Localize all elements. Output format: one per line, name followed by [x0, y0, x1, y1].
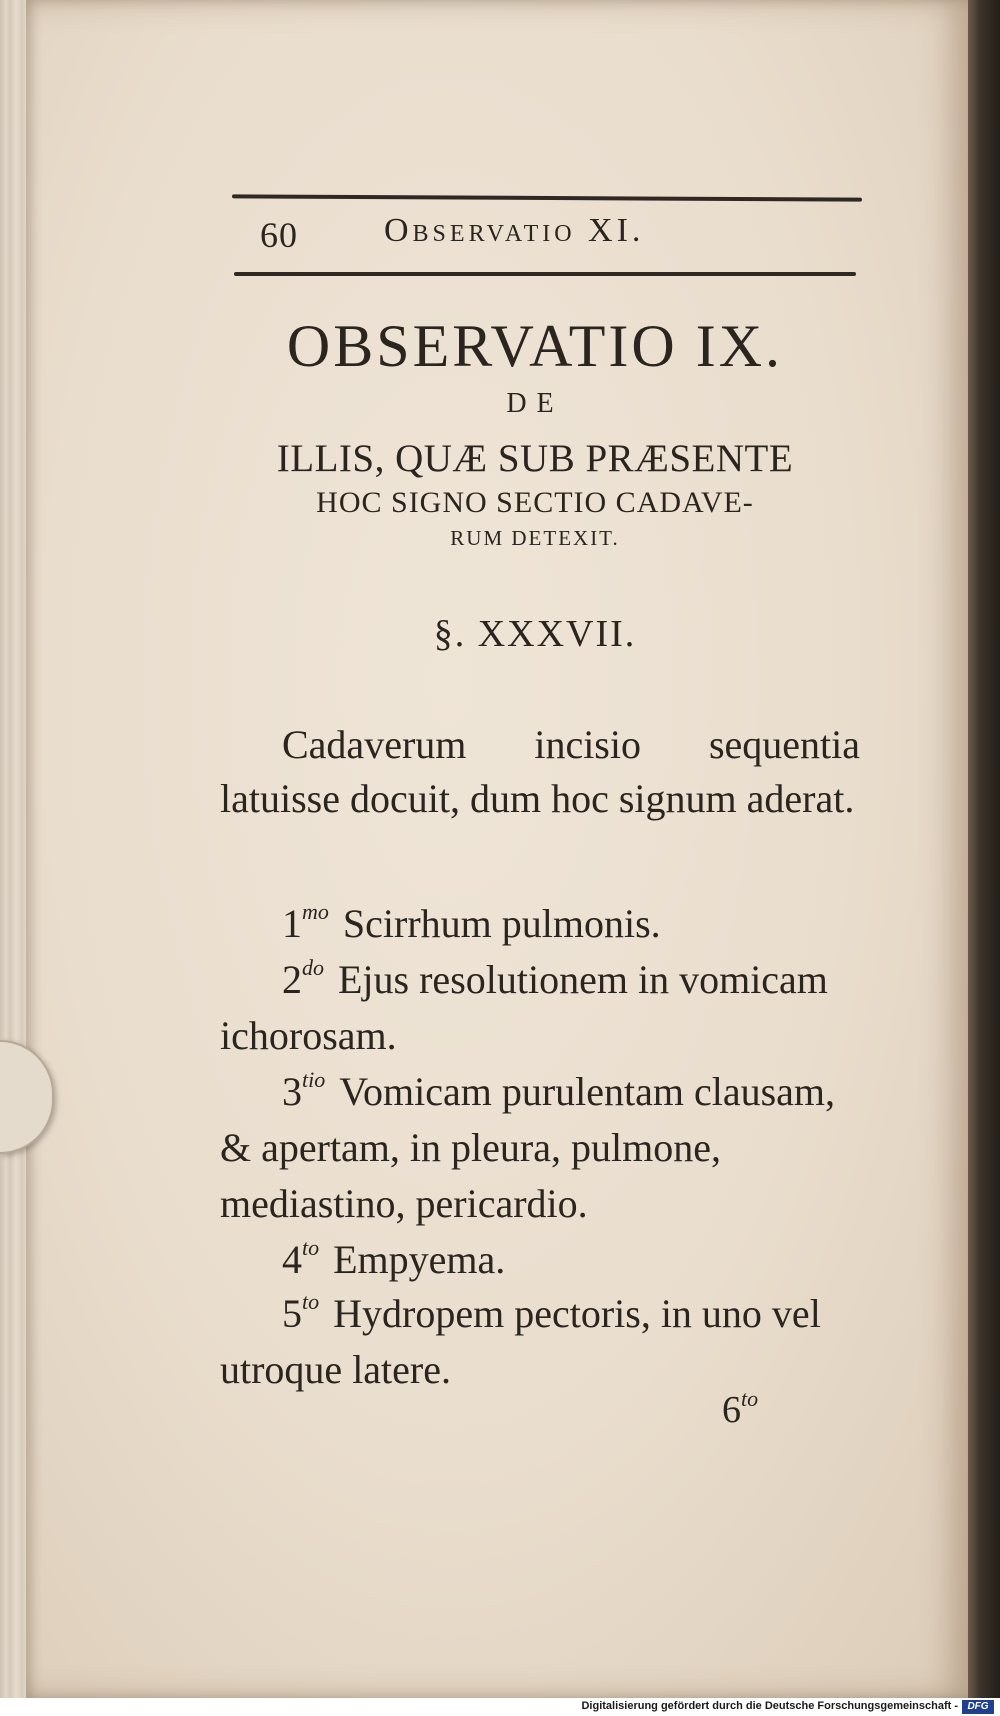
subtitle-line-3: RUM DETEXIT.	[450, 526, 620, 550]
list-item: $1^{mo}$ Scirrhum pulmonis.	[282, 899, 661, 946]
list-item: $5^{to}$ Hydropem pectoris, in uno vel utroque latere.	[220, 1289, 821, 1392]
de-label: DE	[506, 388, 564, 419]
subtitle-line-1: ILLIS, QUÆ SUB PRÆSENTE	[276, 437, 794, 480]
header-rule-bottom	[234, 272, 856, 276]
observation-title: OBSERVATIO IX.	[286, 313, 784, 379]
digitization-credit: Digitalisierung gefördert durch die Deutsche Forschungsgemeinschaft -	[581, 1700, 958, 1712]
list-item: $4^{to}$ Empyema.	[282, 1235, 506, 1282]
subtitle-line-2: HOC SIGNO SECTIO CADAVE-	[316, 486, 754, 519]
catchword: $6^{to}$	[722, 1386, 759, 1431]
dfg-logo: DFG	[962, 1700, 994, 1714]
list-item: $3^{tio}$ Vomicam purulentam clausam, & apertam, in pleura, pulmone, mediastino, pericardio.	[220, 1067, 836, 1226]
page-number: 60	[260, 215, 298, 255]
section-mark: §. XXXVII.	[433, 613, 637, 655]
list-item: $2^{do}$ Ejus resolutionem in vomicam ichorosam.	[220, 955, 828, 1058]
intro-paragraph: Cadaverum incisio sequentia latuisse docuit, dum hoc signum aderat.	[220, 722, 860, 821]
book-spine-shadow	[968, 0, 1000, 1698]
running-head	[260, 206, 860, 266]
running-title: Observatio XI.	[384, 212, 645, 249]
